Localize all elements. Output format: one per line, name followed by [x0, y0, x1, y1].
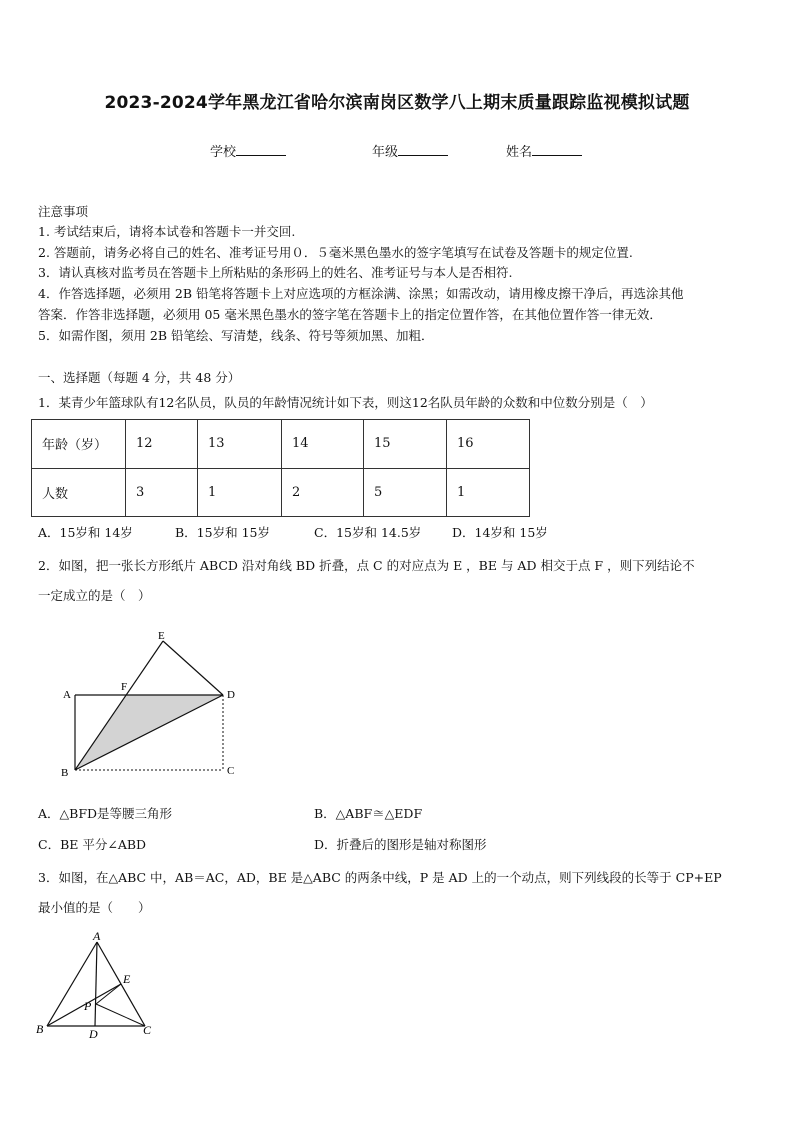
table-row [32, 420, 530, 469]
label-f: F [121, 681, 128, 693]
page-title: 2023-2024学年黑龙江省哈尔滨南岗区数学八上期末质量跟踪监视模拟试题 [104, 93, 690, 113]
q1-stem: 1．某青少年篮球队有12名队员，队员的年龄情况统计如下表，则这12名队员年龄的众数和中位数分别是（ ） [38, 395, 653, 410]
table-row [32, 468, 530, 517]
grade-blank[interactable] [398, 143, 448, 156]
table-cell: 13 [198, 420, 282, 469]
label-a: A [93, 929, 101, 943]
label-b: B [36, 1022, 44, 1036]
grade-label: 年级 [372, 145, 399, 160]
q2-option-a: A．△BFD是等腰三角形 [38, 806, 173, 821]
label-b: B [61, 767, 69, 779]
label-d: D [227, 689, 235, 701]
q3-stem: 3．如图，在△ABC 中，AB＝AC，AD，BE 是△ABC 的两条中线，P 是 AD 上的一个动点，则下列线段的长等于 CP+EP [38, 870, 722, 885]
isosceles-triangle-figure [30, 928, 165, 1043]
label-e: E [123, 972, 131, 986]
table-cell: 3 [126, 468, 198, 517]
school-field [210, 141, 286, 160]
notice-item-5: 5．如需作图，须用 2B 铅笔绘、写清楚，线条、符号等须加黑、加粗． [38, 328, 434, 343]
median-ad [95, 942, 97, 1026]
label-p: P [84, 999, 92, 1013]
notice-item-2: 2. 答题前，请务必将自己的姓名、准考证号用０．５毫米黑色墨水的签字笔填写在试卷及答题卡的规定位置. [38, 245, 633, 260]
label-c: C [143, 1023, 152, 1037]
label-d: D [89, 1027, 98, 1041]
q2-option-c: C．BE 平分∠ABD [38, 837, 147, 852]
notice-item-4: 4．作答选择题，必须用 2B 铅笔将答题卡上对应选项的方框涂满、涂黑；如需改动，请用橡皮擦干净后，再选涂其他 [38, 286, 684, 301]
table-cell: 1 [198, 468, 282, 517]
table-cell: 年龄（岁） [32, 420, 126, 469]
label-e: E [158, 630, 165, 642]
q1-option-c: C．15岁和 14.5岁 [314, 525, 422, 540]
table-cell: 人数 [32, 468, 126, 517]
segment-pe [96, 984, 121, 1004]
school-label: 学校 [210, 145, 237, 160]
q2-stem-cont: 一定成立的是（ ） [38, 588, 151, 603]
side-ed [163, 641, 223, 695]
label-a: A [63, 689, 71, 701]
q2-option-d: D．折叠后的图形是轴对称图形 [314, 837, 487, 852]
notice-item-1: 1. 考试结束后，请将本试卷和答题卡一并交回. [38, 224, 296, 239]
q2-option-b: B．△ABF≅△EDF [314, 806, 423, 821]
fold-rectangle-figure [55, 630, 245, 780]
label-c: C [227, 765, 235, 777]
name-label: 姓名 [506, 145, 533, 160]
notice-heading: 注意事项 [38, 204, 89, 219]
table-cell: 15 [364, 420, 447, 469]
q3-stem-cont: 最小值的是（ ） [38, 900, 151, 915]
side-ab [47, 942, 97, 1026]
table-cell: 14 [282, 420, 364, 469]
age-table [31, 419, 530, 517]
q1-option-a: A．15岁和 14岁 [38, 525, 133, 540]
section-heading: 一、选择题（每题 4 分，共 48 分） [38, 370, 241, 385]
table-cell: 5 [364, 468, 447, 517]
table-cell: 1 [447, 468, 530, 517]
school-blank[interactable] [236, 143, 286, 156]
notice-item-4-cont: 答案．作答非选择题，必须用 05 毫米黑色墨水的签字笔在答题卡上的指定位置作答，在其他位置作答一律无效． [38, 307, 662, 322]
q2-stem: 2．如图，把一张长方形纸片 ABCD 沿对角线 BD 折叠，点 C 的对应点为 E ，BE 与 AD 相交于点 F ，则下列结论不 [38, 558, 695, 573]
table-cell: 16 [447, 420, 530, 469]
q1-option-b: B．15岁和 15岁 [175, 525, 270, 540]
name-blank[interactable] [532, 143, 582, 156]
name-field [506, 141, 582, 160]
table-cell: 12 [126, 420, 198, 469]
table-cell: 2 [282, 468, 364, 517]
segment-pc [96, 1004, 145, 1026]
q1-option-d: D．14岁和 15岁 [452, 525, 548, 540]
grade-field [372, 141, 448, 160]
notice-item-3: 3．请认真核对监考员在答题卡上所粘贴的条形码上的姓名、准考证号与本人是否相符. [38, 265, 513, 280]
